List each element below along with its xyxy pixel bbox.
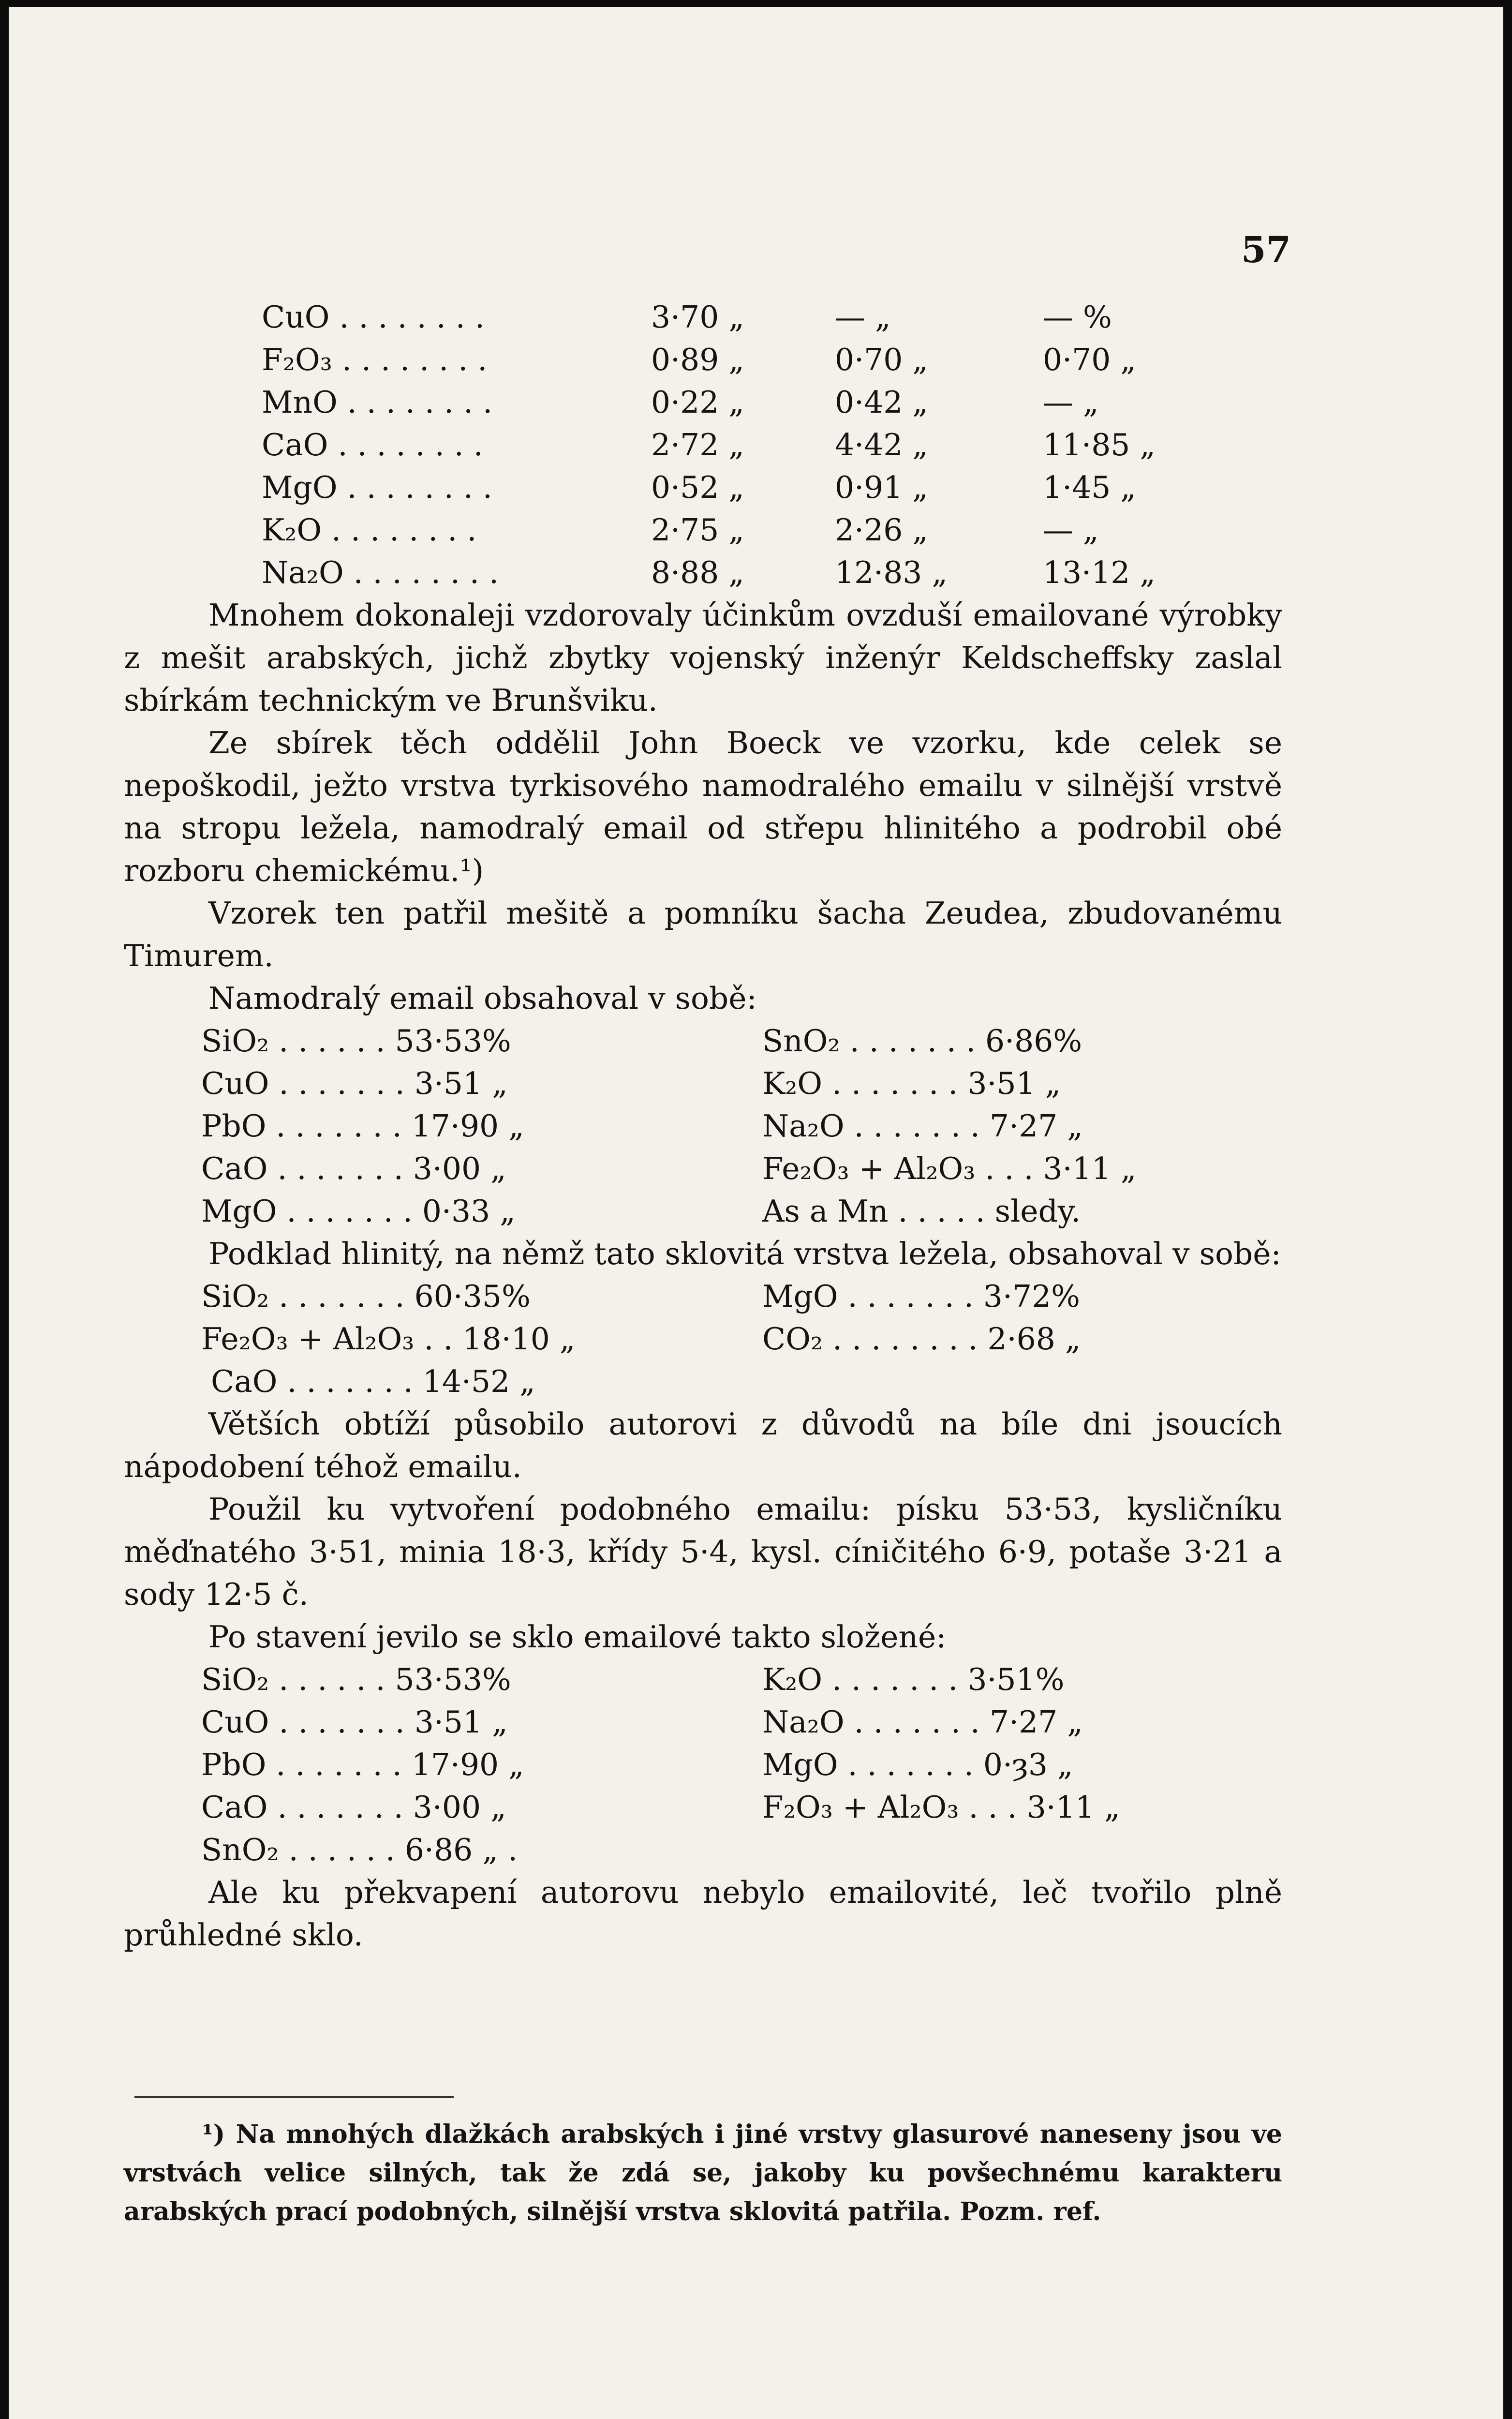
table-row (124, 1786, 1282, 1829)
oxide-label: CaO . . . . . . . . (262, 427, 483, 463)
page-content (124, 296, 1282, 1956)
value: 0·52 „ (651, 470, 744, 505)
table-row (124, 552, 1282, 594)
oxide-table-1 (124, 296, 1282, 594)
value: 2·75 „ (651, 512, 744, 548)
value: 0·70 „ (1043, 342, 1136, 377)
paragraph: Po stavení jevilo se sklo emailové takto složené: (208, 1619, 947, 1655)
paragraph: Větších obtíží působilo autorovi z důvodů na bíle dni jsoucích nápodobení téhož emailu. (124, 1406, 1282, 1484)
value: 4·42 „ (835, 427, 928, 463)
oxide-table-3 (124, 1275, 1282, 1403)
footnote (124, 2115, 1282, 2231)
table-row (124, 381, 1282, 424)
value: 2·26 „ (835, 512, 928, 548)
table-row (124, 509, 1282, 552)
table-row (124, 296, 1282, 339)
value: 11·85 „ (1043, 427, 1156, 463)
paragraph: Namodralý email obsahoval v sobě: (208, 981, 757, 1016)
oxide-label: MgO . . . . . . . . (262, 470, 492, 505)
composition-left: CaO . . . . . . . 14·52 „ (211, 1364, 535, 1399)
table-row (124, 1360, 1282, 1403)
paragraph: Ze sbírek těch oddělil John Boeck ve vzorku, kde celek se nepoškodil, ježto vrstva tyrkisového namodralého emailu v silnější vrstvě na stropu ležela, namodralý email od střepu hlinitého a podrobil obé rozboru chemickému.¹) (124, 725, 1282, 888)
value: 12·83 „ (835, 555, 948, 590)
table-row (124, 1701, 1282, 1744)
footnote-text: ¹) Na mnohých dlažkách arabských i jiné vrstvy glasurové naneseny jsou ve vrstvách velice silných, tak že zdá se, jakoby ku povšechnému karakteru arabských prací podobných, silnější vrstva sklovitá patřila. Pozm. ref. (124, 2120, 1282, 2226)
composition-left: MgO . . . . . . . 0·33 „ (201, 1194, 516, 1229)
composition-right: As a Mn . . . . . sledy. (762, 1194, 1081, 1229)
oxide-table-2 (124, 1020, 1282, 1233)
paragraph: Podklad hlinitý, na němž tato sklovitá vrstva ležela, obsahoval v sobě: (208, 1236, 1281, 1271)
composition-right: SnO₂ . . . . . . . 6·86% (762, 1023, 1082, 1059)
composition-right: F₂O₃ + Al₂O₃ . . . 3·11 „ (762, 1790, 1120, 1825)
composition-right: CO₂ . . . . . . . . 2·68 „ (762, 1321, 1081, 1357)
oxide-label: F₂O₃ . . . . . . . . (262, 342, 488, 377)
table-row (124, 424, 1282, 466)
table-row (124, 1658, 1282, 1701)
composition-left: CuO . . . . . . . 3·51 „ (201, 1704, 508, 1740)
table-row (124, 1148, 1282, 1190)
value: 2·72 „ (651, 427, 744, 463)
paragraph: Vzorek ten patřil mešitě a pomníku šacha Zeudea, zbudovanému Timurem. (124, 896, 1282, 973)
paragraph: Mnohem dokonaleji vzdorovaly účinkům ovzduší emailované výrobky z mešit arabských, jichž zbytky vojenský inženýr Keldscheffsky zaslal sbírkám technickým ve Brunšviku. (124, 597, 1282, 718)
footnote-divider (134, 2096, 454, 2098)
oxide-label: CuO . . . . . . . . (262, 299, 485, 335)
oxide-label: MnO . . . . . . . . (262, 385, 493, 420)
value: 0·42 „ (835, 385, 928, 420)
composition-left: Fe₂O₃ + Al₂O₃ . . 18·10 „ (201, 1321, 576, 1357)
value: 13·12 „ (1043, 555, 1156, 590)
value: 1·45 „ (1043, 470, 1136, 505)
value: 0·22 „ (651, 385, 744, 420)
composition-right: MgO . . . . . . . 3·72% (762, 1279, 1081, 1314)
table-row (124, 1275, 1282, 1318)
table-row (124, 1318, 1282, 1360)
value: — „ (1043, 512, 1099, 548)
value: — „ (835, 299, 891, 335)
table-row (124, 1105, 1282, 1148)
composition-left: CaO . . . . . . . 3·00 „ (201, 1151, 506, 1186)
composition-left: SiO₂ . . . . . . 53·53% (201, 1662, 511, 1697)
value: 0·70 „ (835, 342, 928, 377)
composition-left: PbO . . . . . . . 17·90 „ (201, 1747, 524, 1782)
composition-right: Na₂O . . . . . . . 7·27 „ (762, 1704, 1083, 1740)
composition-left: SnO₂ . . . . . . 6·86 „ . (201, 1832, 518, 1867)
value: 8·88 „ (651, 555, 744, 590)
table-row (124, 466, 1282, 509)
value: — % (1043, 299, 1112, 335)
table-row (124, 1062, 1282, 1105)
page-number: 57 (1241, 229, 1291, 271)
composition-left: SiO₂ . . . . . . 53·53% (201, 1023, 511, 1059)
value: 0·91 „ (835, 470, 928, 505)
value: — „ (1043, 385, 1099, 420)
oxide-label: Na₂O . . . . . . . . (262, 555, 499, 590)
table-row (124, 1829, 1282, 1871)
oxide-table-4 (124, 1658, 1282, 1871)
composition-right: Na₂O . . . . . . . 7·27 „ (762, 1108, 1083, 1144)
composition-left: CuO . . . . . . . 3·51 „ (201, 1066, 508, 1101)
oxide-label: K₂O . . . . . . . . (262, 512, 477, 548)
composition-left: CaO . . . . . . . 3·00 „ (201, 1790, 506, 1825)
table-row (124, 1020, 1282, 1062)
table-row (124, 1190, 1282, 1233)
table-row (124, 339, 1282, 381)
composition-right: K₂O . . . . . . . 3·51 „ (762, 1066, 1061, 1101)
composition-right: K₂O . . . . . . . 3·51% (762, 1662, 1065, 1697)
paragraph: Ale ku překvapení autorovu nebylo emailovité, leč tvořilo plně průhledné sklo. (124, 1875, 1282, 1953)
paragraph: Použil ku vytvoření podobného emailu: písku 53·53, kysličníku měďnatého 3·51, minia 18·3, křídy 5·4, kysl. cíničitého 6·9, potaše 3·21 a sody 12·5 č. (124, 1492, 1282, 1612)
composition-right: Fe₂O₃ + Al₂O₃ . . . 3·11 „ (762, 1151, 1137, 1186)
composition-left: PbO . . . . . . . 17·90 „ (201, 1108, 524, 1144)
composition-left: SiO₂ . . . . . . . 60·35% (201, 1279, 531, 1314)
composition-right: MgO . . . . . . . 0·ȝ3 „ (762, 1747, 1073, 1782)
table-row (124, 1744, 1282, 1786)
value: 0·89 „ (651, 342, 744, 377)
book-page (9, 7, 1503, 2419)
value: 3·70 „ (651, 299, 744, 335)
